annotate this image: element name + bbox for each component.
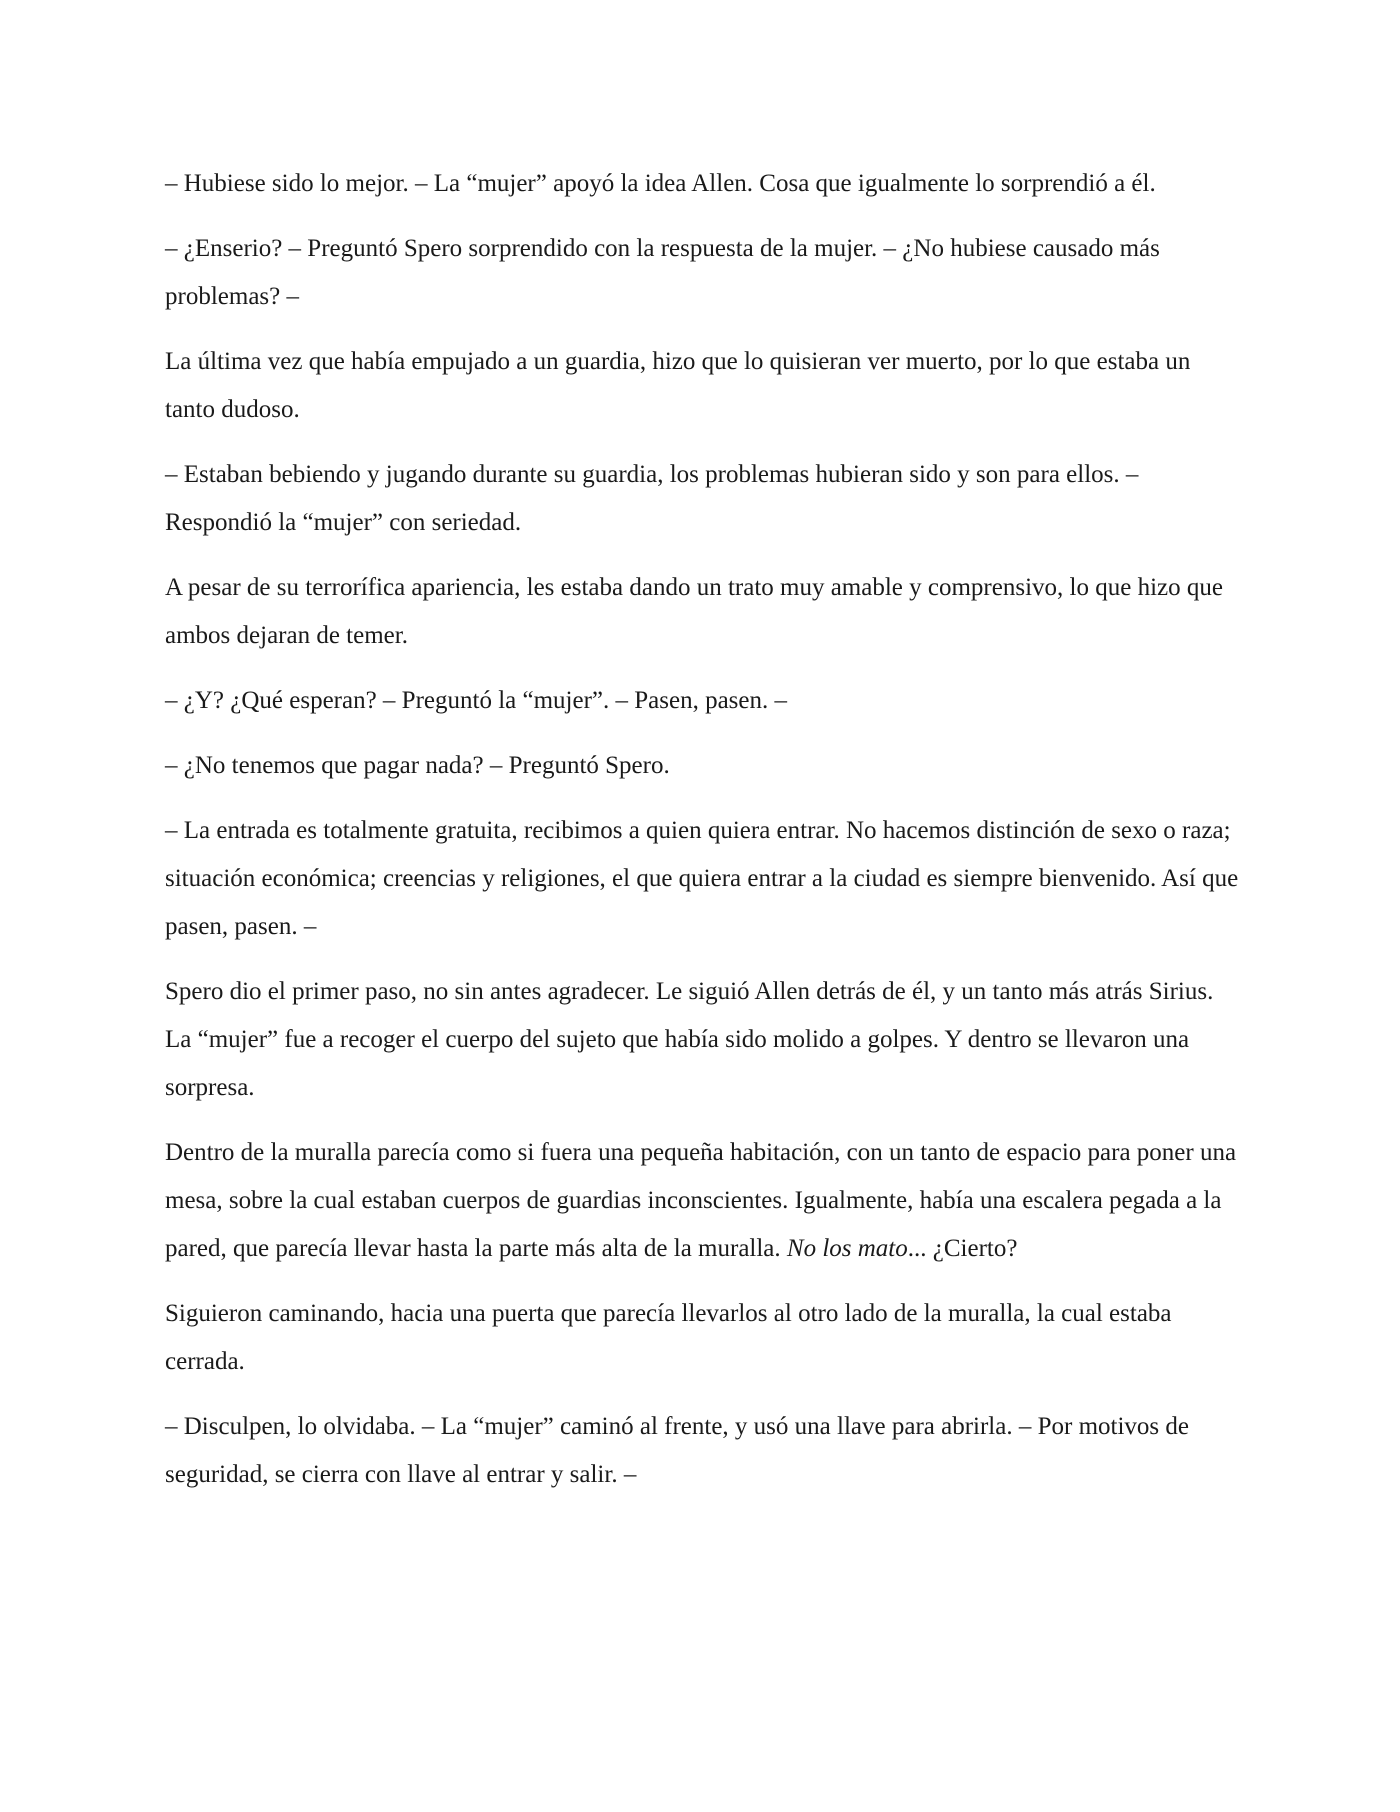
paragraph-3: La última vez que había empujado a un guardia, hizo que lo quisieran ver muerto, por lo que estaba un tanto dudoso. (165, 348, 1191, 423)
paragraph-1: – Hubiese sido lo mejor. – La “mujer” apoyó la idea Allen. Cosa que igualmente lo sorprendió a él. (165, 170, 1156, 197)
paragraph-12: – Disculpen, lo olvidaba. – La “mujer” caminó al frente, y usó una llave para abrirla. – Por motivos de seguridad, se cierra con llave al entrar y salir. – (165, 1413, 1189, 1488)
paragraph-8: – La entrada es totalmente gratuita, recibimos a quien quiera entrar. No hacemos distinción de sexo o raza; situación económica; creencias y religiones, el que quiera entrar a la ciudad es siempre bienvenido. Así que pasen, pasen. – (165, 817, 1239, 940)
paragraph-9: Spero dio el primer paso, no sin antes agradecer. Le siguió Allen detrás de él, y un tanto más atrás Sirius. La “mujer” fue a recoger el cuerpo del sujeto que había sido molido a golpes. Y dentro se llevaron una sorpresa. (165, 978, 1214, 1101)
paragraph-7: – ¿No tenemos que pagar nada? – Preguntó Spero. (165, 752, 670, 779)
paragraph-5: A pesar de su terrorífica apariencia, les estaba dando un trato muy amable y comprensivo, lo que hizo que ambos dejaran de temer. (165, 574, 1223, 649)
paragraph-10-italic: No los mato (786, 1235, 908, 1262)
paragraph-10 (165, 1129, 1240, 1273)
paragraph-11: Siguieron caminando, hacia una puerta que parecía llevarlos al otro lado de la muralla, la cual estaba cerrada. (165, 1300, 1172, 1375)
paragraph-4: – Estaban bebiendo y jugando durante su guardia, los problemas hubieran sido y son para ellos. – Respondió la “mujer” con seriedad. (165, 461, 1139, 536)
paragraph-2: – ¿Enserio? – Preguntó Spero sorprendido con la respuesta de la mujer. – ¿No hubiese causado más problemas? – (165, 235, 1160, 310)
paragraph-10-end: ... ¿Cierto? (907, 1235, 1018, 1262)
paragraph-10-start: Dentro de la muralla parecía como si fuera una pequeña habitación, con un tanto de espacio para poner una mesa, sobre la cual estaban cuerpos de guardias inconscientes. Igualmente, había una escalera pegada a la pared, que parecía llevar hasta la parte más alta de la muralla. (165, 1139, 1237, 1262)
paragraph-6: – ¿Y? ¿Qué esperan? – Preguntó la “mujer”. – Pasen, pasen. – (165, 687, 787, 714)
document-body (165, 160, 1240, 1516)
